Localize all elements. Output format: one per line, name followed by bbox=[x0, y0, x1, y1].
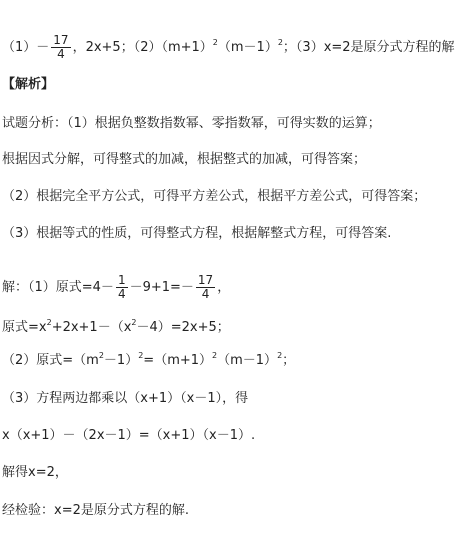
fraction-denominator: 4 bbox=[57, 47, 65, 61]
solution-fraction bbox=[116, 274, 128, 301]
solution-text: +2x+1－（x bbox=[51, 320, 132, 335]
solution-text: －1） bbox=[103, 353, 139, 368]
solution-line-7: 经检验：x=2是原分式方程的解. bbox=[2, 503, 189, 518]
fraction-denominator: 4 bbox=[201, 287, 210, 301]
analysis-line: 试题分析：（1）根据负整数指数幂、零指数幂，可得实数的运算； bbox=[2, 116, 381, 131]
answer-part-1: （1）－ bbox=[2, 40, 50, 55]
answer-part-2: ，2x+5；（2）（m+1） bbox=[72, 40, 213, 55]
analysis-line: （2）根据完全平方公式，可得平方差公式，根据平方差公式，可得答案； bbox=[2, 189, 427, 204]
answer-fraction bbox=[51, 34, 70, 61]
solution-line-5: x（x+1）－（2x－1）=（x+1）（x－1）. bbox=[2, 428, 256, 443]
analysis-heading: 【解析】 bbox=[2, 77, 55, 92]
solution-line-3 bbox=[2, 353, 295, 369]
analysis-line: （3）根据等式的性质，可得整式方程，根据解整式方程，可得答案. bbox=[2, 226, 392, 241]
fraction-denominator: 4 bbox=[117, 287, 126, 301]
analysis-line: 根据因式分解，可得整式的加减，根据整式的加减，可得答案； bbox=[2, 152, 367, 167]
exponent: 2 bbox=[138, 351, 144, 360]
exponent: 2 bbox=[212, 38, 218, 47]
solution-line-1 bbox=[2, 274, 230, 301]
exponent: 2 bbox=[98, 351, 104, 360]
fraction-numerator: 1 bbox=[117, 273, 126, 287]
solution-text: （m－1） bbox=[217, 353, 278, 368]
solution-text: ， bbox=[217, 280, 231, 295]
answer-line bbox=[2, 34, 455, 61]
solution-text: ； bbox=[282, 353, 296, 368]
solution-text: =（m+1） bbox=[143, 353, 213, 368]
exponent: 2 bbox=[131, 318, 137, 327]
exponent: 2 bbox=[277, 351, 283, 360]
exponent: 2 bbox=[46, 318, 52, 327]
solution-line-6: 解得x=2， bbox=[2, 465, 68, 480]
fraction-numerator: 17 bbox=[53, 33, 69, 47]
solution-text: 解：（1）原式=4－ bbox=[2, 280, 114, 295]
fraction-numerator: 17 bbox=[197, 273, 214, 287]
solution-text: （2）原式=（m bbox=[2, 353, 99, 368]
solution-line-4: （3）方程两边都乘以（x+1）（x－1），得 bbox=[2, 391, 249, 406]
answer-part-3: （m－1） bbox=[217, 40, 278, 55]
solution-text: 原式=x bbox=[2, 320, 47, 335]
exponent: 2 bbox=[277, 38, 283, 47]
solution-text: －4）=2x+5； bbox=[136, 320, 230, 335]
solution-fraction bbox=[196, 274, 215, 301]
solution-line-2 bbox=[2, 320, 230, 336]
exponent: 2 bbox=[212, 351, 218, 360]
answer-part-4: ；（3）x=2是原分式方程的解 bbox=[282, 40, 455, 55]
solution-text: －9+1=－ bbox=[129, 280, 194, 295]
